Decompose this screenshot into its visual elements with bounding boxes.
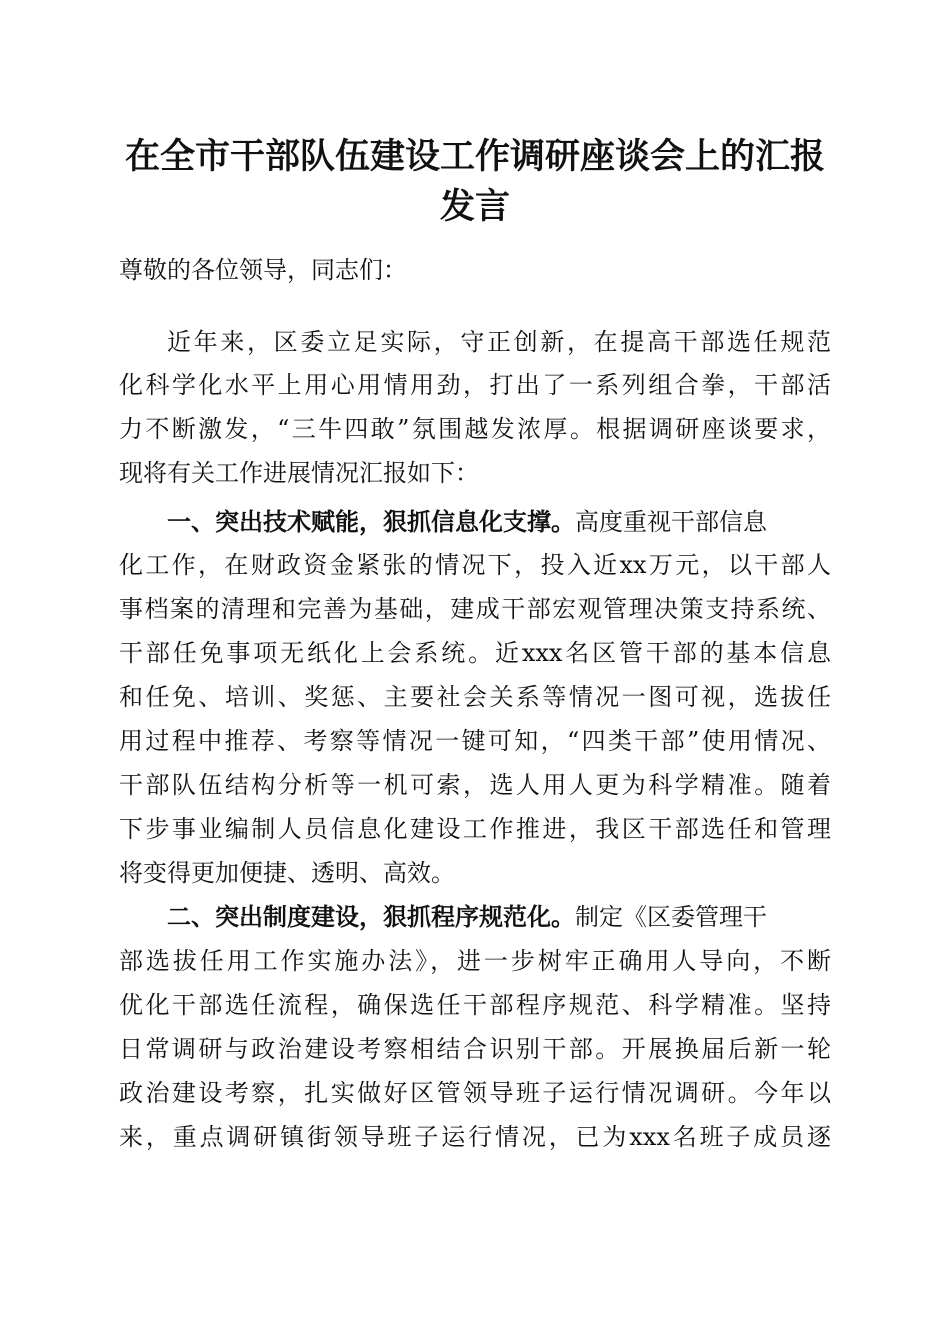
section-1-line: 化工作，在财政资金紧张的情况下，投入近xx万元，以干部人 (119, 551, 831, 579)
section-1-line: 干部任免事项无纸化上会系统。近xxx名区管干部的基本信息 (119, 639, 831, 667)
salutation: 尊敬的各位领导，同志们： (119, 256, 407, 284)
intro-line-1: 近年来，区委立足实际，守正创新，在提高干部选任规范 (167, 328, 831, 356)
intro-line-3: 力不断激发，“三牛四敢”氛围越发浓厚。根据调研座谈要求， (119, 415, 831, 443)
document-title-line-2: 发言 (439, 187, 510, 227)
section-1-line: 下步事业编制人员信息化建设工作推进，我区干部选任和管理 (119, 815, 831, 843)
intro-line-2: 化科学化水平上用心用情用劲，打出了一系列组合拳，干部活 (119, 371, 831, 399)
section-1-line: 和任免、培训、奖惩、主要社会关系等情况一图可视，选拔任 (119, 683, 831, 711)
section-2-first-line (167, 895, 831, 939)
section-1-first-line (167, 500, 831, 544)
section-2-line: 政治建设考察，扎实做好区管领导班子运行情况调研。今年以 (119, 1079, 831, 1107)
section-2-line: 日常调研与政治建设考察相结合识别干部。开展换届后新一轮 (119, 1035, 831, 1063)
section-1-line: 干部队伍结构分析等一机可索，选人用人更为科学精准。随着 (119, 771, 831, 799)
document-title-line-1: 在全市干部队伍建设工作调研座谈会上的汇报 (124, 137, 825, 177)
section-1-line: 用过程中推荐、考察等情况一键可知，“四类干部”使用情况、 (119, 727, 831, 755)
section-2-line: 来，重点调研镇街领导班子运行情况，已为xxx名班子成员逐 (119, 1123, 831, 1151)
section-2-line: 部选拔任用工作实施办法》，进一步树牢正确用人导向，不断 (119, 947, 831, 975)
section-2-heading: 二、突出制度建设，狠抓程序规范化。 (167, 903, 575, 931)
intro-line-4: 现将有关工作进展情况汇报如下： (119, 459, 479, 487)
section-2-first-line-rest: 制定《区委管理干 (575, 903, 767, 931)
section-1-first-line-rest: 高度重视干部信息 (575, 508, 767, 536)
section-1-line: 将变得更加便捷、透明、高效。 (119, 859, 455, 887)
section-1-heading: 一、突出技术赋能，狠抓信息化支撑。 (167, 508, 575, 536)
section-1-line: 事档案的清理和完善为基础，建成干部宏观管理决策支持系统、 (119, 595, 831, 623)
section-2-line: 优化干部选任流程，确保选任干部程序规范、科学精准。坚持 (119, 991, 831, 1019)
